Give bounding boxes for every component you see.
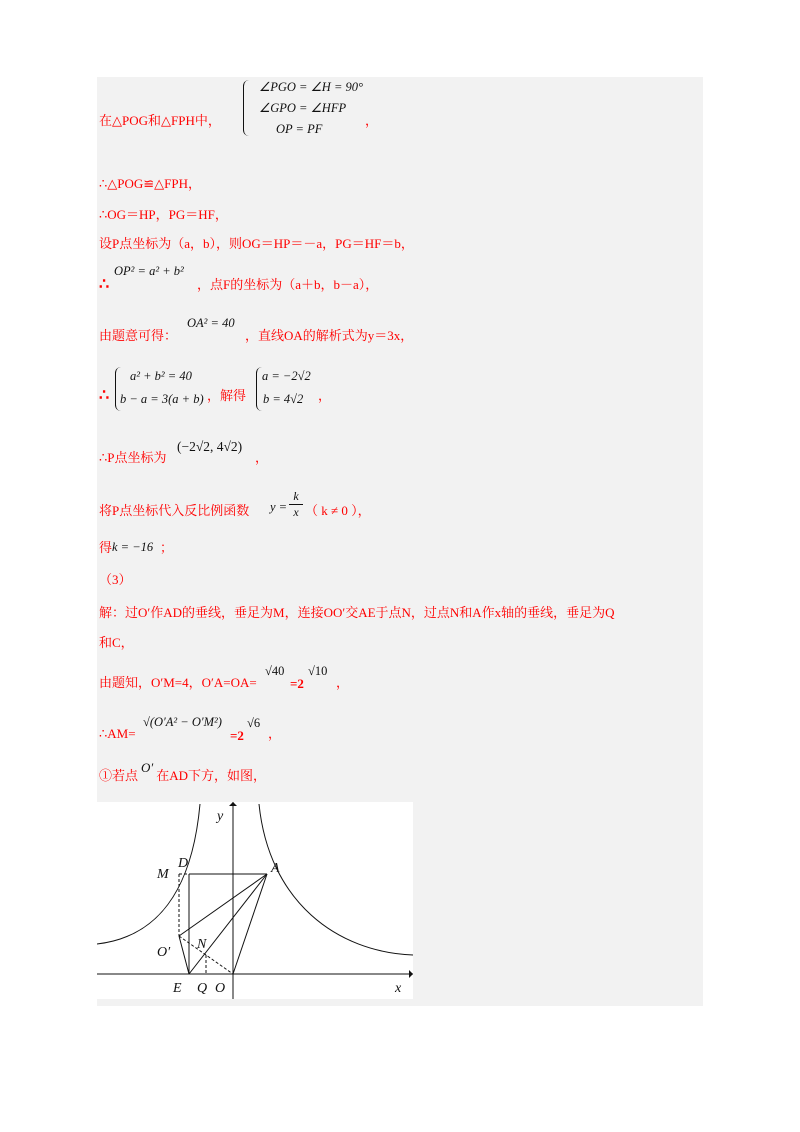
label-D: D: [178, 856, 189, 871]
label-Q: Q: [197, 981, 208, 996]
sqrt-40: √40: [265, 664, 285, 678]
line-from-question: 由题意可得：: [99, 328, 178, 343]
expr-k-value: k = −16: [112, 540, 154, 554]
label-A: A: [271, 861, 280, 876]
eq-system-row1: a² + b² = 40: [130, 369, 192, 383]
expr-am-sqrt: √(O′A² − O′M²): [143, 715, 222, 729]
am-equals-2: =2: [230, 728, 244, 743]
equals-2: =2: [290, 676, 304, 691]
label-O: O: [215, 981, 226, 996]
sqrt-6: √6: [247, 716, 261, 730]
line-point-f: ，点F的坐标为（a＋b，b－a），: [197, 277, 379, 292]
system1-row2: ∠GPO = ∠HFP: [259, 101, 347, 115]
segment-AO: [233, 874, 267, 974]
line-substitute: 将P点坐标代入反比例函数: [99, 503, 250, 518]
line-equal-segments: ∴OG＝HP，PG＝HF，: [99, 207, 228, 222]
therefore-symbol: ∴: [99, 276, 110, 293]
segment-AE: [189, 874, 267, 974]
hyperbola-right-branch: [259, 804, 413, 955]
label-x: x: [395, 981, 402, 996]
sqrt-10: √10: [308, 664, 328, 678]
line-set-coordinates: 设P点坐标为（a，b），则OG＝HP＝－a，PG＝HF＝b，: [99, 236, 414, 251]
eq-lhs: y =: [270, 500, 288, 514]
x-axis-arrow: [409, 970, 413, 978]
p-coordinates-tail: ，: [255, 450, 269, 465]
therefore-symbol-2: ∴: [99, 387, 110, 404]
k-value-tail: ；: [160, 540, 174, 555]
fraction-k-over-x: [289, 489, 303, 520]
line-am: ∴AM=: [99, 726, 136, 741]
part-3-label: （3）: [99, 572, 132, 587]
line-solution-part3-cont: 和C，: [99, 635, 134, 650]
line-case-1: ①若点O′在AD下方，如图，: [99, 760, 267, 783]
line-p-coordinates: ∴P点坐标为: [99, 450, 167, 465]
segment-AO-prime: [179, 874, 267, 936]
label-y: y: [217, 809, 224, 824]
line-solution-part3: 解：过O′作AD的垂线，垂足为M，连接OO′交AE于点N，过点N和A作x轴的垂线，垂足为Q: [99, 605, 615, 620]
eq-system-row2: b − a = 3(a + b): [120, 392, 204, 406]
geometry-figure: [97, 802, 413, 999]
expr-op-squared: OP² = a² + b²: [114, 264, 184, 278]
solution-tail: ，: [318, 388, 332, 403]
solution-a: a = −2√2: [262, 369, 311, 383]
am-tail: ，: [268, 726, 282, 741]
line-congruent: ∴△POG≌△FPH，: [99, 176, 202, 191]
fraction-numerator: k: [289, 489, 303, 505]
system1-row1: ∠PGO = ∠H = 90°: [259, 80, 363, 94]
label-M: M: [157, 867, 169, 882]
y-axis-arrow: [229, 802, 237, 806]
line-lengths: 由题知，O′M=4，O′A=OA=: [99, 675, 257, 690]
fraction-denominator: x: [293, 505, 299, 519]
system1-tail: ，: [365, 113, 379, 128]
solve-text: ，解得: [207, 388, 247, 403]
brace-left: [243, 80, 252, 136]
expr-oa-squared: OA² = 40: [187, 316, 235, 330]
line-triangle-congruence-setup: 在△POG和△FPH中，: [99, 113, 221, 128]
line-get-k: 得: [99, 540, 113, 555]
figure-svg: [97, 802, 413, 999]
lengths-tail: ，: [336, 675, 350, 690]
label-E: E: [173, 981, 182, 996]
line-oa-equation: ，直线OA的解析式为y＝3x，: [245, 328, 414, 343]
system1-row3: OP = PF: [276, 122, 323, 136]
label-N: N: [197, 937, 207, 952]
k-nonzero-condition: （ k ≠ 0 ），: [305, 503, 371, 518]
solution-b: b = 4√2: [263, 392, 304, 406]
expr-p-point: (−2√2, 4√2): [177, 439, 243, 454]
label-O-prime: O′: [157, 945, 171, 960]
